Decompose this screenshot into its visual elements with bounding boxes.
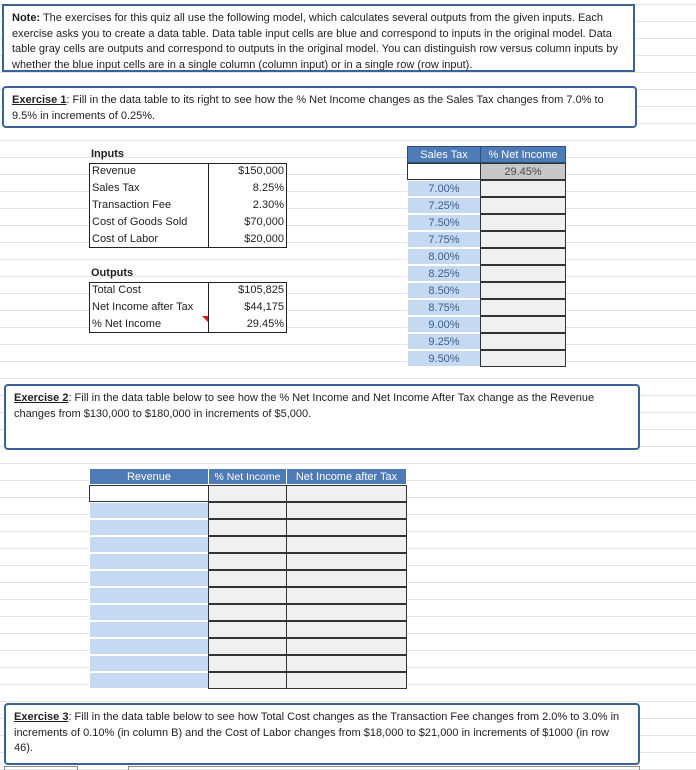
table2-net-income-pct-output[interactable] [208,604,287,621]
input-value[interactable]: $20,000 [244,233,284,245]
table2-revenue-input[interactable] [89,519,209,536]
table1-sales-tax-input[interactable]: 9.25% [407,333,481,350]
input-value[interactable]: $150,000 [238,165,284,177]
input-label: Sales Tax [92,182,140,194]
bottom-cell-partial-2 [128,766,640,770]
note-text: The exercises for this quiz all use the following model, which calculates several outputs from the given inputs. Each exercise asks you to create a data table. Data table input cells are blue and correspond to inputs in the original model. Data table gray cells are outputs and correspond to outputs in the original model. You can distinguish row versus column inputs by whether the blue input cells are in a single column (column input) or in a single row (row input). [12,12,618,71]
output-value[interactable]: $105,825 [238,284,284,296]
table1-sales-tax-input[interactable]: 9.00% [407,316,481,333]
table1-sales-tax-input[interactable]: 8.75% [407,299,481,316]
table1-sales-tax-input[interactable]: 8.25% [407,265,481,282]
table2-net-income-pct-output[interactable] [208,519,287,536]
exercise-1-text: : Fill in the data table to its right to see how the % Net Income changes as the Sales Tax changes from 7.0% to 9.5% in increments of 0.25%. [12,94,604,122]
table1-net-income-output[interactable] [480,333,566,350]
table1-sales-tax-input[interactable]: 7.25% [407,197,481,214]
table2-revenue-input[interactable] [89,553,209,570]
note-box [2,4,635,72]
table2-net-income-pct-output[interactable] [208,638,287,655]
table2-net-income-after-tax-output[interactable] [286,672,407,689]
exercise-3-label: Exercise 3 [14,711,69,723]
table1-sales-tax-header: Sales Tax [407,146,481,163]
table2-revenue-input[interactable] [89,655,209,672]
table2-net-income-after-tax-output[interactable] [286,604,407,621]
table1-net-income-output[interactable] [480,282,566,299]
input-label: Transaction Fee [92,199,172,211]
note-label: Note: [12,12,41,24]
exercise-2-label: Exercise 2 [14,392,69,404]
exercise-1-label: Exercise 1 [12,94,67,106]
table2-net-income-after-tax-header: Net Income after Tax [286,468,407,485]
table1-net-income-header: % Net Income [480,146,566,163]
table2-revenue-input[interactable] [89,621,209,638]
table2-net-income-pct-output[interactable] [208,502,287,519]
table2-net-income-pct-output[interactable] [208,536,287,553]
table1-sales-tax-input[interactable]: 7.50% [407,214,481,231]
table2-revenue-input[interactable] [89,672,209,689]
table1-net-income-output[interactable] [480,231,566,248]
input-value[interactable]: 8.25% [252,182,284,194]
table1-net-income-output[interactable] [480,265,566,282]
inputs-title: Inputs [91,148,124,160]
table2-net-income-after-tax-output[interactable] [286,655,407,672]
table2-revenue-input[interactable] [89,502,209,519]
exercise-1-box [2,86,637,128]
table1-net-income-output[interactable] [480,197,566,214]
table2-net-income-pct-header: % Net Income [208,468,287,485]
table2-net-income-after-tax-output[interactable] [286,570,407,587]
output-label: Total Cost [92,284,141,296]
table2-net-income-after-tax-output[interactable] [286,587,407,604]
table2-formula-cell-1[interactable] [208,485,287,502]
table1-sales-tax-input[interactable]: 7.00% [407,180,481,197]
table2-net-income-after-tax-output[interactable] [286,536,407,553]
input-value[interactable]: $70,000 [244,216,284,228]
input-label: Cost of Goods Sold [92,216,188,228]
table2-net-income-pct-output[interactable] [208,587,287,604]
table2-formula-cell-2[interactable] [286,485,407,502]
comment-indicator[interactable] [202,316,208,322]
exercise-3-text: : Fill in the data table below to see how Total Cost changes as the Transaction Fee changes from 2.0% to 3.0% in increments of 0.10% (in column B) and the Cost of Labor changes from $18,000 to $21,000 in increments of $1000 (in row 46). [14,711,620,754]
table1-sales-tax-input[interactable]: 8.50% [407,282,481,299]
table2-revenue-header: Revenue [89,468,209,485]
table1-formula-cell[interactable]: 29.45% [480,163,566,180]
table1-net-income-output[interactable] [480,214,566,231]
inputs-value-box [208,163,287,248]
table2-net-income-after-tax-output[interactable] [286,621,407,638]
table2-net-income-pct-output[interactable] [208,672,287,689]
input-label: Cost of Labor [92,233,159,245]
outputs-label-box [89,282,209,333]
input-value[interactable]: 2.30% [252,199,284,211]
table2-net-income-after-tax-output[interactable] [286,638,407,655]
output-label: % Net Income [92,318,162,330]
table2-net-income-after-tax-output[interactable] [286,502,407,519]
outputs-value-box [208,282,287,333]
output-label: Net Income after Tax [92,301,194,313]
table1-sales-tax-input[interactable]: 7.75% [407,231,481,248]
table2-revenue-input[interactable] [89,587,209,604]
table2-revenue-input[interactable] [89,604,209,621]
table1-net-income-output[interactable] [480,248,566,265]
exercise-2-box [4,384,640,450]
table2-net-income-after-tax-output[interactable] [286,553,407,570]
table2-corner-cell[interactable] [89,485,209,502]
table2-net-income-after-tax-output[interactable] [286,519,407,536]
table2-revenue-input[interactable] [89,570,209,587]
table2-revenue-input[interactable] [89,536,209,553]
table1-net-income-output[interactable] [480,316,566,333]
outputs-title: Outputs [91,267,134,279]
output-value[interactable]: $44,175 [244,301,284,313]
table1-net-income-output[interactable] [480,350,566,367]
table2-revenue-input[interactable] [89,638,209,655]
input-label: Revenue [92,165,137,177]
table2-net-income-pct-output[interactable] [208,570,287,587]
bottom-cell-partial-1 [4,766,78,770]
table2-net-income-pct-output[interactable] [208,553,287,570]
exercise-2-text: : Fill in the data table below to see how the % Net Income and Net Income After Tax change as the Revenue changes from $130,000 to $180,000 in increments of $5,000. [14,392,595,420]
table2-net-income-pct-output[interactable] [208,655,287,672]
table1-net-income-output[interactable] [480,299,566,316]
output-value[interactable]: 29.45% [246,318,284,330]
table1-sales-tax-input[interactable]: 8.00% [407,248,481,265]
exercise-3-box [4,703,640,765]
table1-corner-cell[interactable] [407,163,481,180]
table1-net-income-output[interactable] [480,180,566,197]
inputs-label-box [89,163,209,248]
table1-sales-tax-input[interactable]: 9.50% [407,350,481,367]
table2-net-income-pct-output[interactable] [208,621,287,638]
